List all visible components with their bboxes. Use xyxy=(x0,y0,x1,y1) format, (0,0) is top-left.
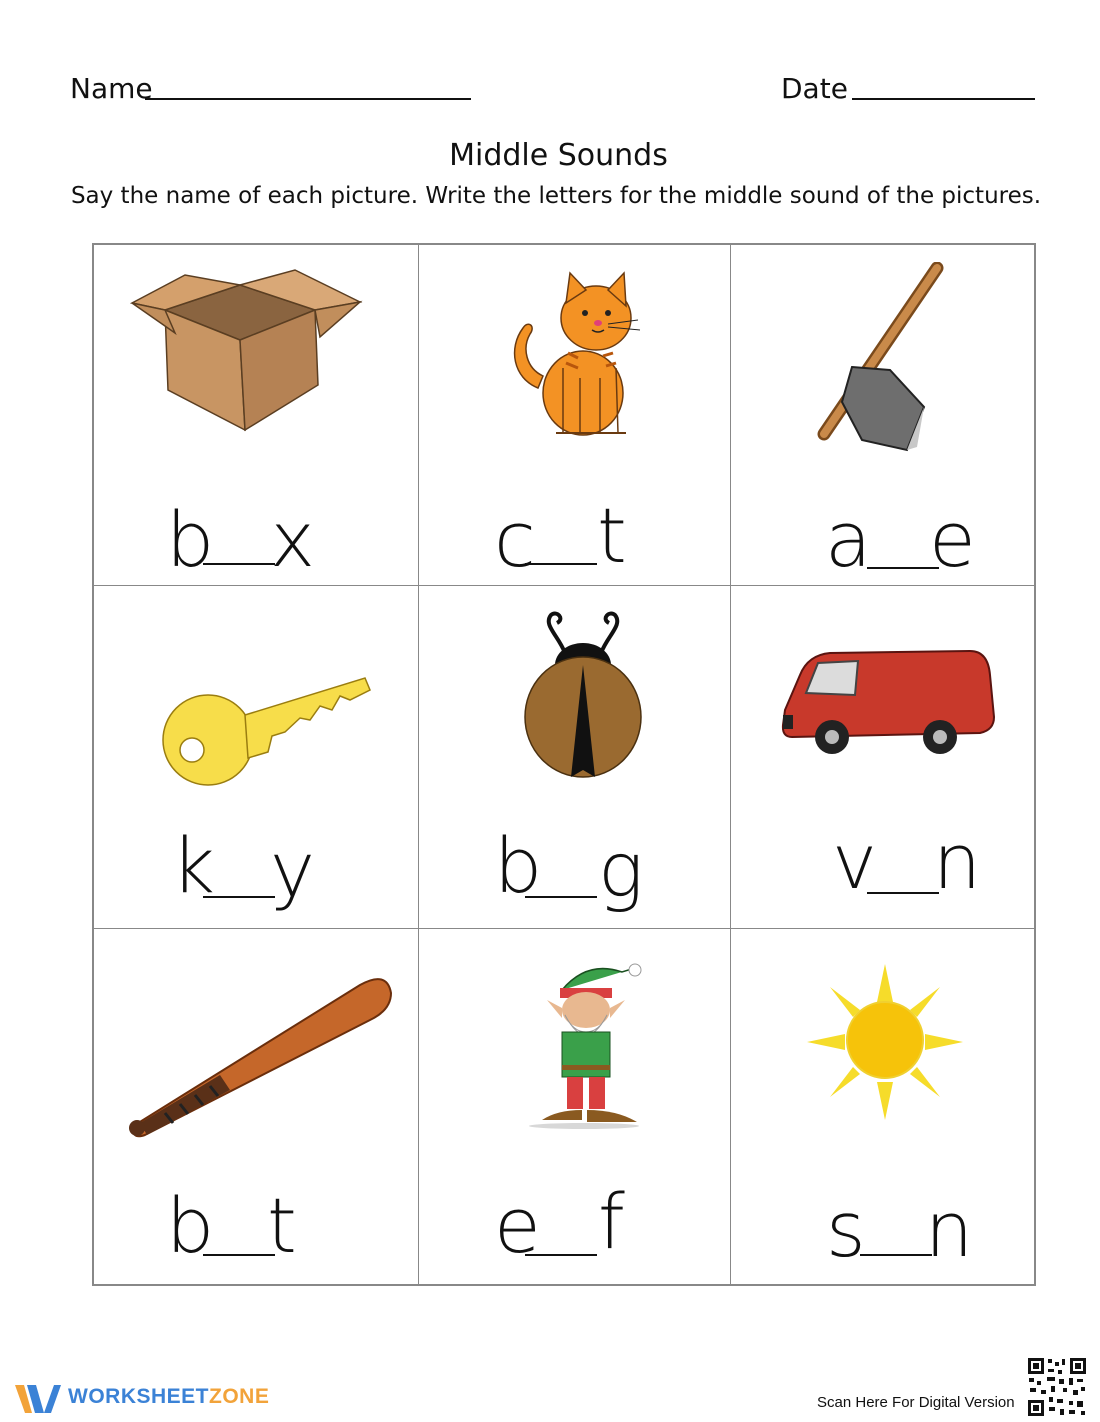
first-letter: c xyxy=(494,495,536,584)
grid-divider xyxy=(94,585,1034,586)
first-letter: k xyxy=(171,821,216,910)
last-letter: e xyxy=(929,495,976,584)
elf-icon xyxy=(527,960,642,1134)
date-label: Date xyxy=(781,72,848,105)
answer-blank[interactable] xyxy=(860,1254,932,1256)
name-field[interactable] xyxy=(145,98,471,100)
logo-text xyxy=(68,1385,269,1409)
last-letter: y xyxy=(270,825,315,914)
grid-divider xyxy=(418,245,419,1284)
answer-blank[interactable] xyxy=(203,563,275,565)
answer-blank[interactable] xyxy=(525,1254,597,1256)
sun-icon xyxy=(805,962,965,1126)
name-label: Name xyxy=(70,72,153,105)
last-letter: f xyxy=(598,1177,625,1266)
bug-icon xyxy=(523,605,643,784)
first-letter: e xyxy=(494,1181,541,1270)
cat-icon xyxy=(508,268,648,442)
first-letter: v xyxy=(832,817,877,906)
first-letter: b xyxy=(166,1181,215,1270)
last-letter: t xyxy=(597,491,627,580)
qr-code-icon[interactable] xyxy=(1027,1357,1087,1421)
answer-blank[interactable] xyxy=(525,563,597,565)
axe-icon xyxy=(812,262,947,461)
last-letter: t xyxy=(267,1181,297,1270)
answer-blank[interactable] xyxy=(867,892,939,894)
first-letter: a xyxy=(825,495,872,584)
answer-blank[interactable] xyxy=(525,896,597,898)
grid-divider xyxy=(94,928,1034,929)
answer-blank[interactable] xyxy=(203,1254,275,1256)
logo-text-zone: ZONE xyxy=(209,1385,270,1408)
first-letter: b xyxy=(166,495,215,584)
grid-divider xyxy=(730,245,731,1284)
answer-blank[interactable] xyxy=(203,896,275,898)
worksheetzone-logo-icon xyxy=(15,1383,63,1419)
box-icon xyxy=(130,265,365,439)
first-letter: b xyxy=(494,821,543,910)
key-icon xyxy=(160,670,375,794)
worksheet-title: Middle Sounds xyxy=(449,138,668,173)
last-letter: n xyxy=(933,817,982,906)
first-letter: s xyxy=(826,1185,866,1274)
bat-icon xyxy=(125,965,395,1144)
date-field[interactable] xyxy=(852,98,1035,100)
last-letter: g xyxy=(598,825,644,914)
last-letter: x xyxy=(270,495,315,584)
logo-text-worksheet: WORKSHEET xyxy=(68,1385,209,1408)
last-letter: n xyxy=(925,1185,974,1274)
van-icon xyxy=(780,645,998,764)
instructions: Say the name of each picture. Write the letters for the middle sound of the pictures. xyxy=(70,183,1042,209)
scan-text: Scan Here For Digital Version xyxy=(817,1394,1015,1411)
